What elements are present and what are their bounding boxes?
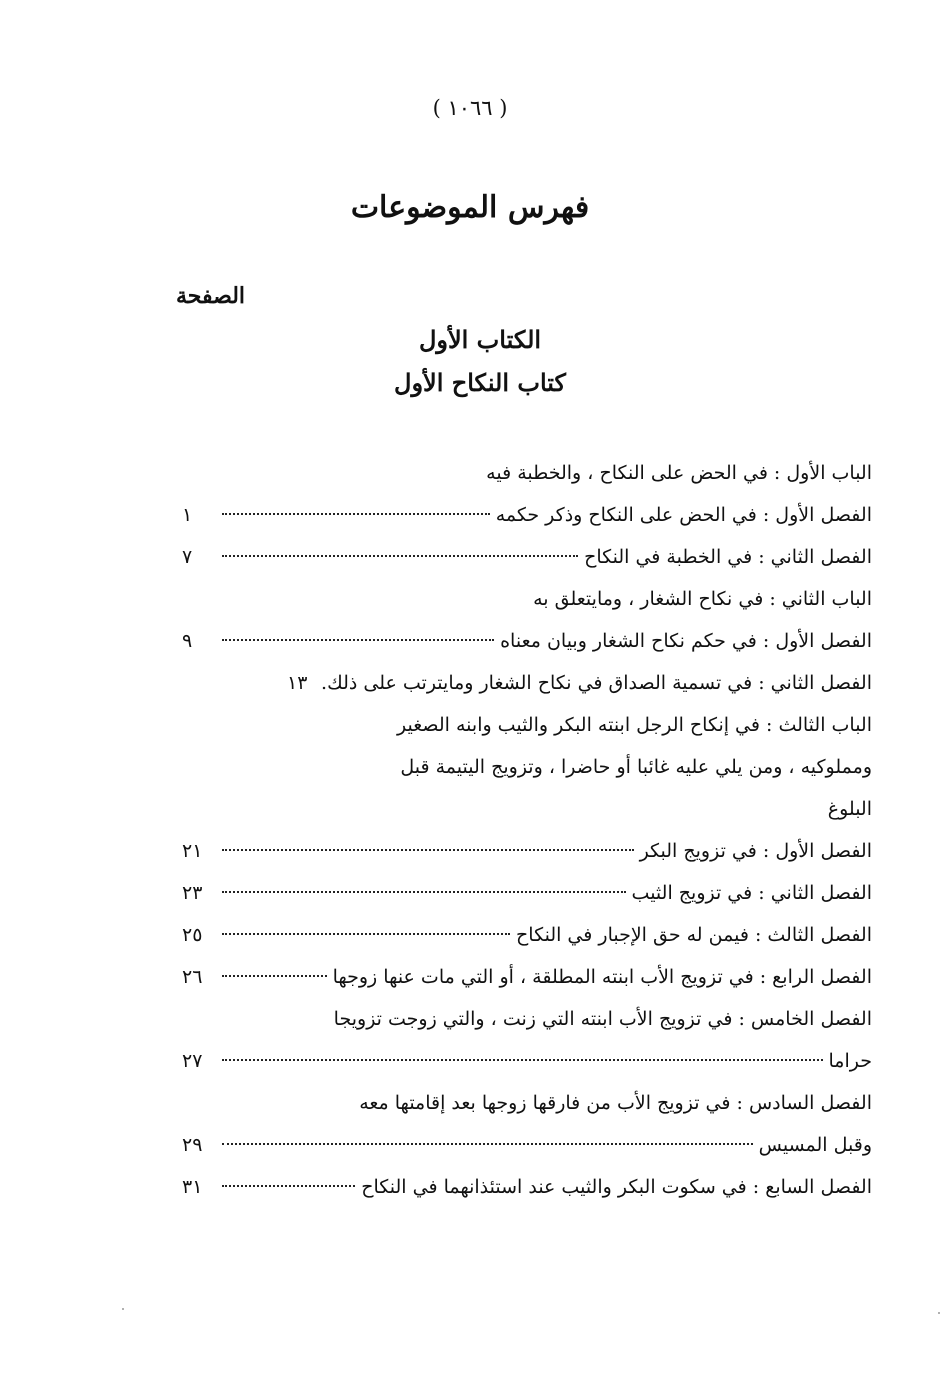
- toc-list: [182, 452, 872, 1208]
- book-subheading: كتاب النكاح الأول: [394, 368, 566, 397]
- toc-entry-text: حراما: [828, 1050, 872, 1072]
- toc-entry: [182, 746, 872, 788]
- toc-entry-page: ١: [182, 504, 193, 526]
- toc-entry-text: وقبل المسيس: [758, 1134, 872, 1156]
- toc-entry: [182, 1166, 872, 1208]
- book-heading: الكتاب الأول: [418, 325, 542, 354]
- toc-entry: [182, 620, 872, 662]
- dot-leader: [222, 849, 634, 851]
- toc-entry: [182, 788, 872, 830]
- toc-entry-text: الفصل السابع : في سكوت البكر والثيب عند استئذانهما في النكاح: [361, 1176, 872, 1198]
- toc-entry-text: الفصل الأول : في حكم نكاح الشغار وبيان معناه: [500, 630, 872, 652]
- toc-entry: [182, 830, 872, 872]
- toc-entry-text: الفصل الثالث : فيمن له حق الإجبار في النكاح: [516, 924, 872, 946]
- toc-entry: [182, 662, 872, 704]
- dot-leader: [222, 933, 510, 935]
- page-number: ( ١٠٦٦ ): [432, 96, 508, 120]
- toc-entry-text: الفصل الرابع : في تزويج الأب ابنته المطلقة ، أو التي مات عنها زوجها: [332, 966, 872, 988]
- toc-entry-text: الباب الأول : في الحض على النكاح ، والخطبة فيه: [486, 462, 872, 484]
- toc-entry-text: الفصل السادس : في تزويج الأب من فارقها زوجها بعد إقامتها معه: [359, 1092, 872, 1114]
- toc-entry-page: ٣١: [182, 1176, 203, 1198]
- dot-leader: [222, 555, 578, 557]
- toc-entry-text: ومملوكيه ، ومن يلي عليه غائبا أو حاضرا ، وتزويج اليتيمة قبل: [400, 756, 872, 778]
- dot-leader: [222, 975, 327, 977]
- toc-entry-page: ٧: [182, 546, 193, 568]
- toc-entry: [182, 872, 872, 914]
- toc-entry-text: الفصل الأول : في تزويج البكر: [639, 840, 872, 862]
- toc-entry: [182, 914, 872, 956]
- dot-leader: [222, 1059, 823, 1061]
- toc-entry-page: ٢٦: [182, 966, 203, 988]
- toc-entry-page: ٢٥: [182, 924, 203, 946]
- toc-entry: [182, 1124, 872, 1166]
- toc-entry-page: ٢٧: [182, 1050, 203, 1072]
- toc-entry: [182, 578, 872, 620]
- index-title: فهرس الموضوعات: [350, 190, 590, 225]
- toc-entry-page: ٢٩: [182, 1134, 203, 1156]
- toc-entry-text: الفصل الثاني : في تزويج الثيب: [631, 882, 872, 904]
- toc-entry-text: الفصل الثاني : في الخطبة في النكاح: [584, 546, 872, 568]
- toc-entry-text: البلوغ: [827, 798, 872, 820]
- toc-entry-text: الفصل الأول : في الحض على النكاح وذكر حكمه: [495, 504, 872, 526]
- toc-entry-text: الباب الثاني : في نكاح الشغار ، ومايتعلق به: [533, 588, 872, 610]
- toc-entry: [182, 494, 872, 536]
- dot-leader: [222, 891, 626, 893]
- dot-leader: [222, 1143, 753, 1145]
- scan-speck: [122, 1308, 124, 1310]
- toc-entry: [182, 956, 872, 998]
- dot-leader: [222, 639, 494, 641]
- toc-entry-page: ٩: [182, 630, 193, 652]
- toc-entry-text: الفصل الثاني : في تسمية الصداق في نكاح الشغار ومايترتب على ذلك.: [321, 672, 872, 694]
- toc-entry-page: ١٣: [287, 672, 308, 694]
- toc-entry: [182, 536, 872, 578]
- toc-entry: [182, 998, 872, 1040]
- page-column-label: الصفحة: [176, 283, 246, 309]
- toc-entry: [182, 452, 872, 494]
- toc-entry: [182, 1082, 872, 1124]
- toc-entry-page: ٢١: [182, 840, 203, 862]
- toc-entry-text: الفصل الخامس : في تزويج الأب ابنته التي زنت ، والتي زوجت تزويجا: [333, 1008, 872, 1030]
- toc-entry-page: ٢٣: [182, 882, 203, 904]
- toc-entry-text: الباب الثالث : في إنكاح الرجل ابنته البكر والثيب وابنه الصغير: [397, 714, 872, 736]
- dot-leader: [222, 1185, 355, 1187]
- dot-leader: [222, 513, 490, 515]
- toc-entry: [182, 1040, 872, 1082]
- toc-entry: [182, 704, 872, 746]
